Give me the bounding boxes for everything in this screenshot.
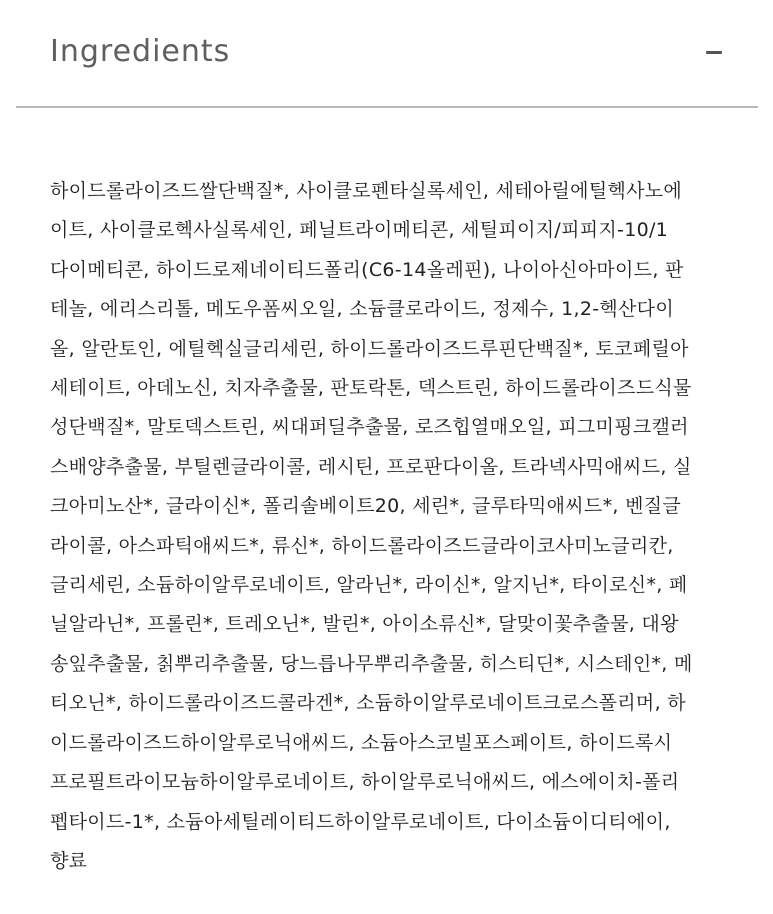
ingredients-line: 성단백질*, 말토덱스트린, 씨대퍼딜추출물, 로즈힙열매오일, 피그미핑크캘러 xyxy=(50,416,689,439)
ingredients-line: 송잎추출물, 칡뿌리추출물, 당느릅나무뿌리추출물, 히스티딘*, 시스테인*, 메 xyxy=(50,652,693,675)
ingredients-line: 다이메티콘, 하이드로제네이티드폴리(C6-14올레핀), 나이아신아마이드, 판 xyxy=(50,258,684,281)
ingredients-line: 올, 알란토인, 에틸헥실글리세린, 하이드롤라이즈드루핀단백질*, 토코페릴아 xyxy=(50,337,689,360)
ingredients-line: 이트, 사이클로헥사실록세인, 페닐트라이메티콘, 세틸피이지/피피지-10/1 xyxy=(50,219,669,242)
ingredients-line: 스배양추출물, 부틸렌글라이콜, 레시틴, 프로판다이올, 트라넥사믹애씨드, 실 xyxy=(50,455,692,478)
ingredients-line: 펩타이드-1*, 소듐아세틸레이티드하이알루로네이트, 다이소듐이디티에이, xyxy=(50,810,671,833)
ingredients-line: 글리세린, 소듐하이알루로네이트, 알라닌*, 라이신*, 알지닌*, 타이로신*, 페 xyxy=(50,574,688,597)
ingredients-text xyxy=(50,172,720,881)
ingredients-line: 향료 xyxy=(50,849,88,872)
ingredients-line: 프로필트라이모늄하이알루로네이트, 하이알루로닉애씨드, 에스에이치-폴리 xyxy=(50,771,680,794)
header-divider xyxy=(16,106,758,108)
ingredients-line: 하이드롤라이즈드쌀단백질*, 사이클로펜타실록세인, 세테아릴에틸헥사노에 xyxy=(50,180,683,202)
ingredients-line: 닐알라닌*, 프롤린*, 트레오닌*, 발린*, 아이소류신*, 달맞이꽃추출물, 대왕 xyxy=(50,613,679,636)
ingredients-line: 라이콜, 아스파틱애씨드*, 류신*, 하이드롤라이즈드글라이코사미노글리칸, xyxy=(50,534,674,557)
ingredients-accordion-header[interactable] xyxy=(0,0,773,107)
ingredients-line: 세테이트, 아데노신, 치자추출물, 판토락톤, 덱스트린, 하이드롤라이즈드식물 xyxy=(50,377,692,400)
minus-icon xyxy=(706,51,722,54)
ingredients-line: 테놀, 에리스리톨, 메도우폼씨오일, 소듐클로라이드, 정제수, 1,2-헥산다이 xyxy=(50,298,674,321)
ingredients-line: 크아미노산*, 글라이신*, 폴리솔베이트20, 세린*, 글루타믹애씨드*, 벤질글 xyxy=(50,495,682,518)
ingredients-line: 이드롤라이즈드하이알루로닉애씨드, 소듐아스코빌포스페이트, 하이드록시 xyxy=(50,731,673,754)
section-title: Ingredients xyxy=(50,34,231,69)
ingredients-line: 티오닌*, 하이드롤라이즈드콜라겐*, 소듐하이알루로네이트크로스폴리머, 하 xyxy=(50,692,686,715)
collapse-button[interactable] xyxy=(700,36,730,66)
